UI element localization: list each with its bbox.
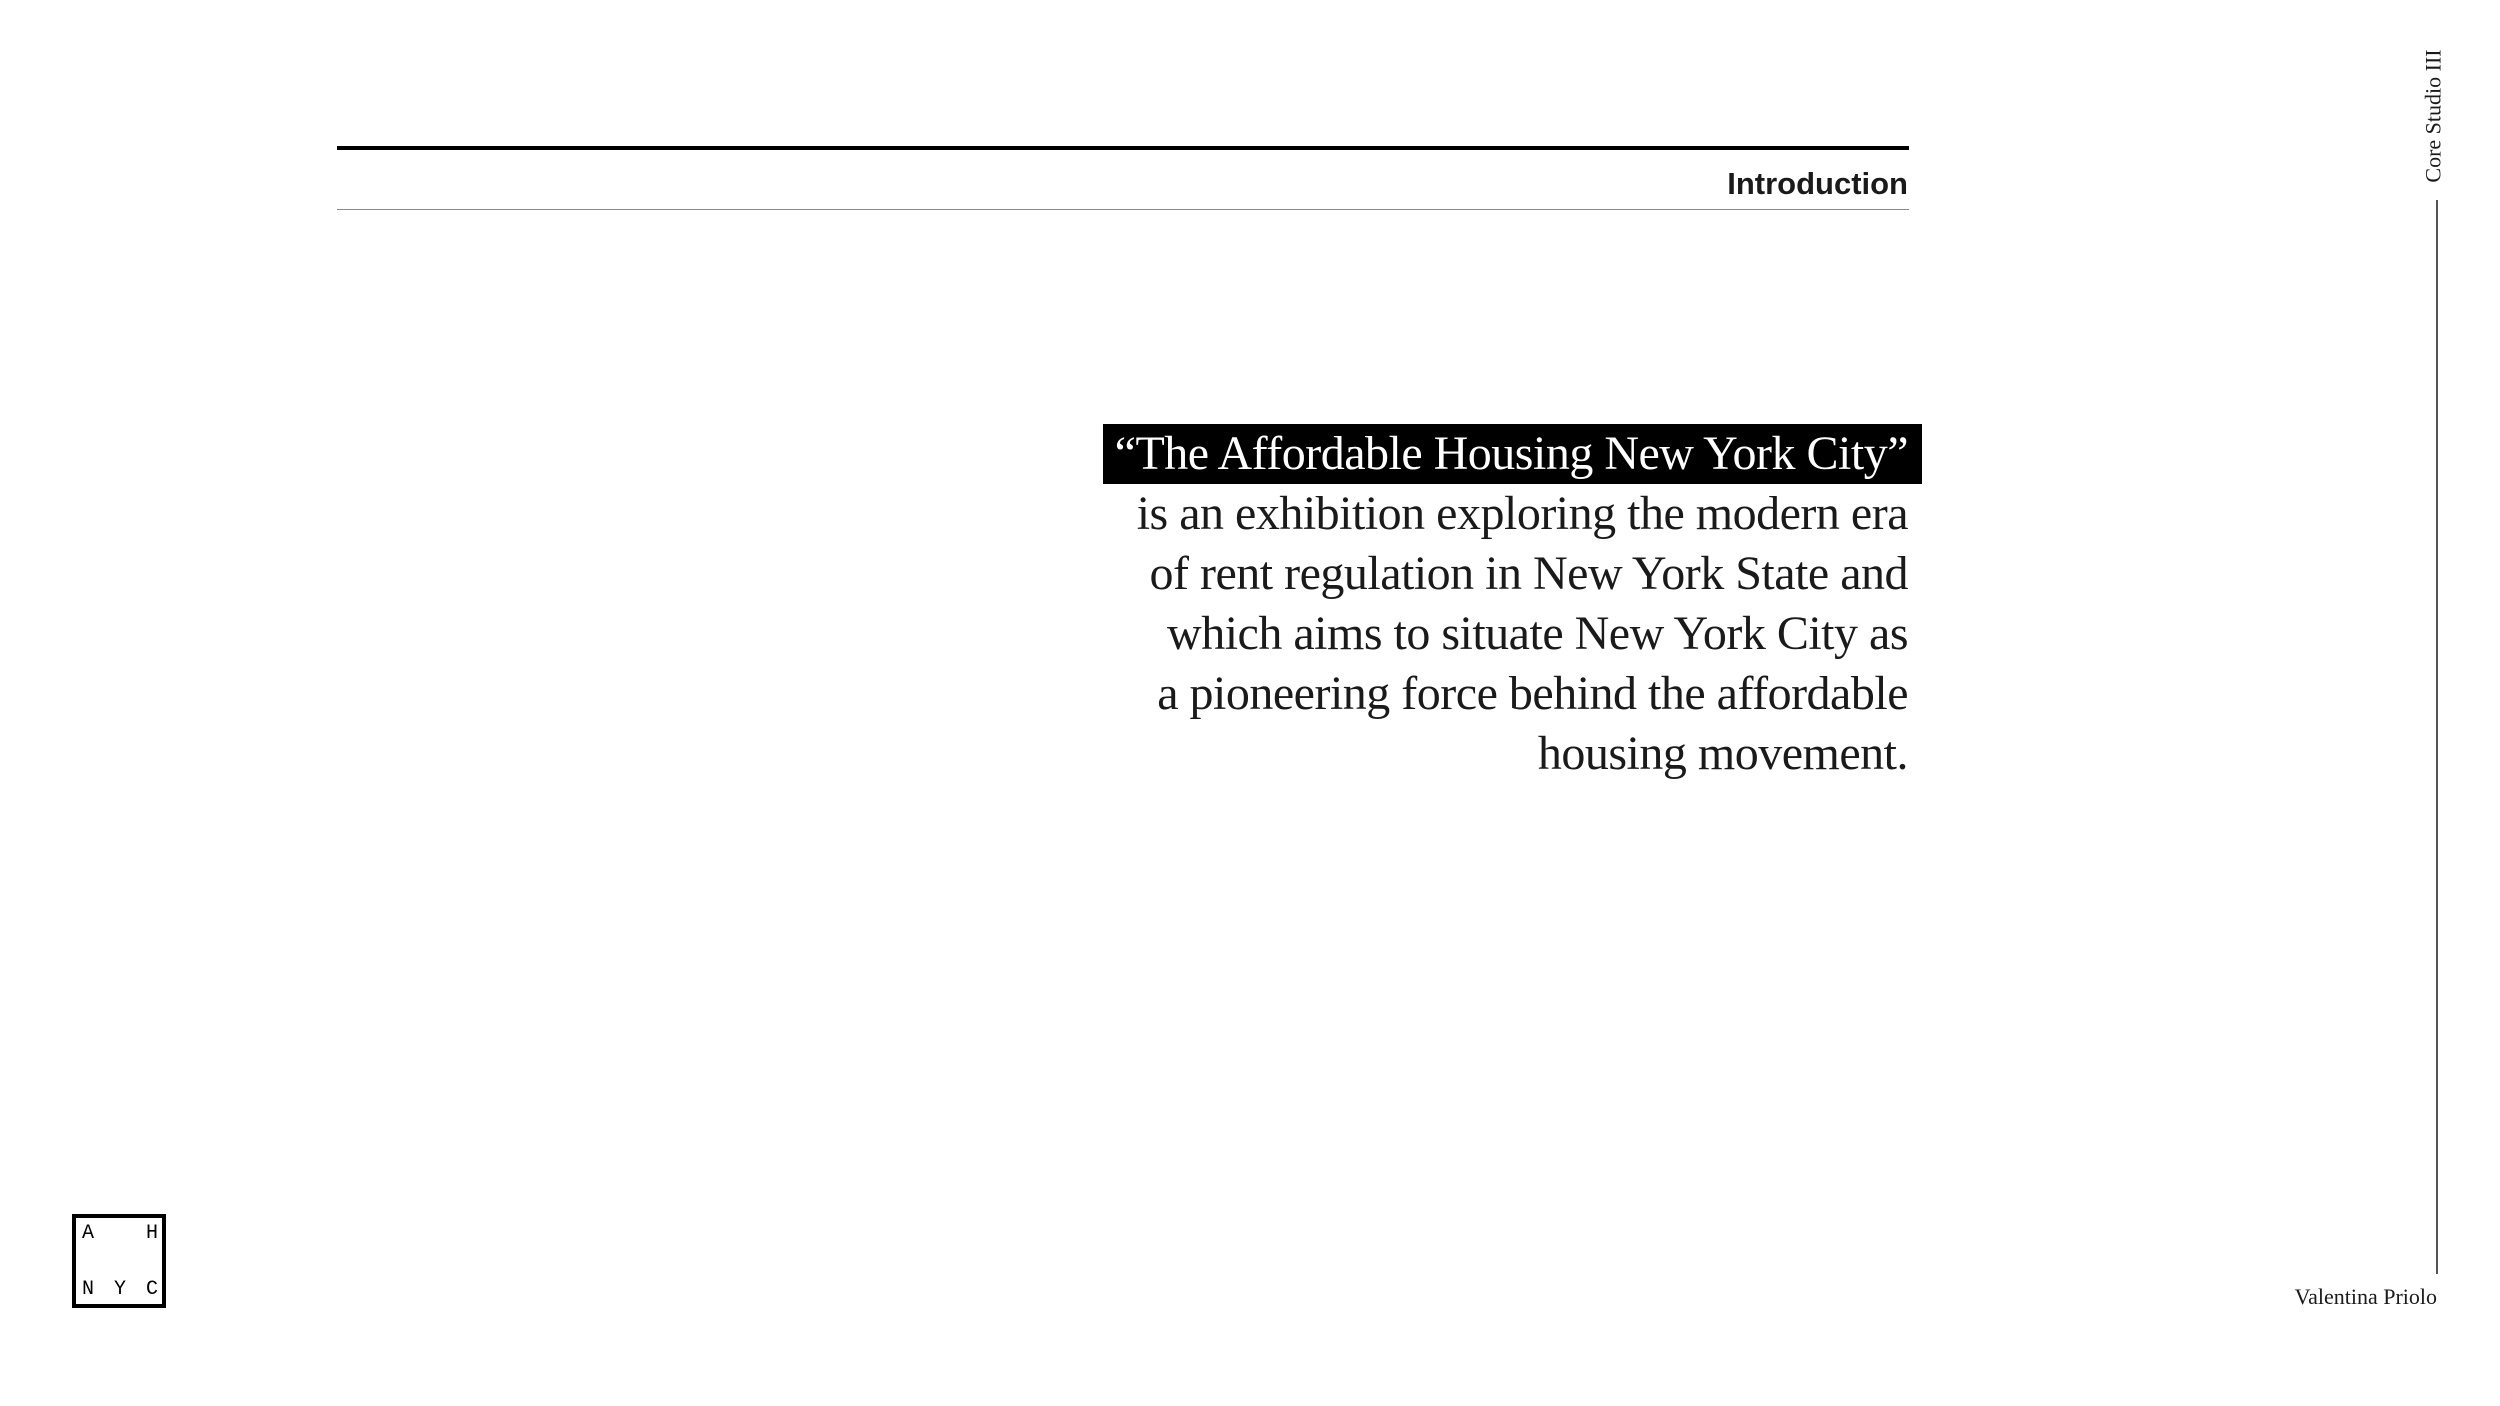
sidebar-rule	[2436, 200, 2438, 1274]
quote-line: of rent regulation in New York State and	[1149, 547, 1908, 600]
logo-letter: N	[82, 1278, 95, 1301]
ahnyc-logo	[72, 1214, 166, 1308]
quote-line: housing movement.	[1537, 727, 1908, 780]
logo-letter: Y	[114, 1278, 127, 1301]
header-rule-thin	[337, 209, 1909, 210]
course-label	[2416, 48, 2452, 184]
section-title: Introduction	[1727, 166, 1908, 201]
header-rule-thick	[337, 146, 1909, 150]
intro-quote	[1103, 424, 1908, 784]
course-label-text: Core Studio III	[2421, 49, 2447, 183]
logo-letter: C	[145, 1278, 158, 1301]
quote-line: is an exhibition exploring the modern era	[1136, 487, 1908, 540]
quote-line: a pioneering force behind the affordable	[1157, 667, 1908, 720]
quote-highlight-title: “The Affordable Housing New York City”	[1103, 424, 1922, 484]
quote-line: which aims to situate New York City as	[1167, 607, 1908, 660]
logo-letter: A	[82, 1222, 95, 1245]
logo-letter: H	[145, 1222, 158, 1245]
author-name: Valentina Priolo	[2294, 1284, 2437, 1309]
